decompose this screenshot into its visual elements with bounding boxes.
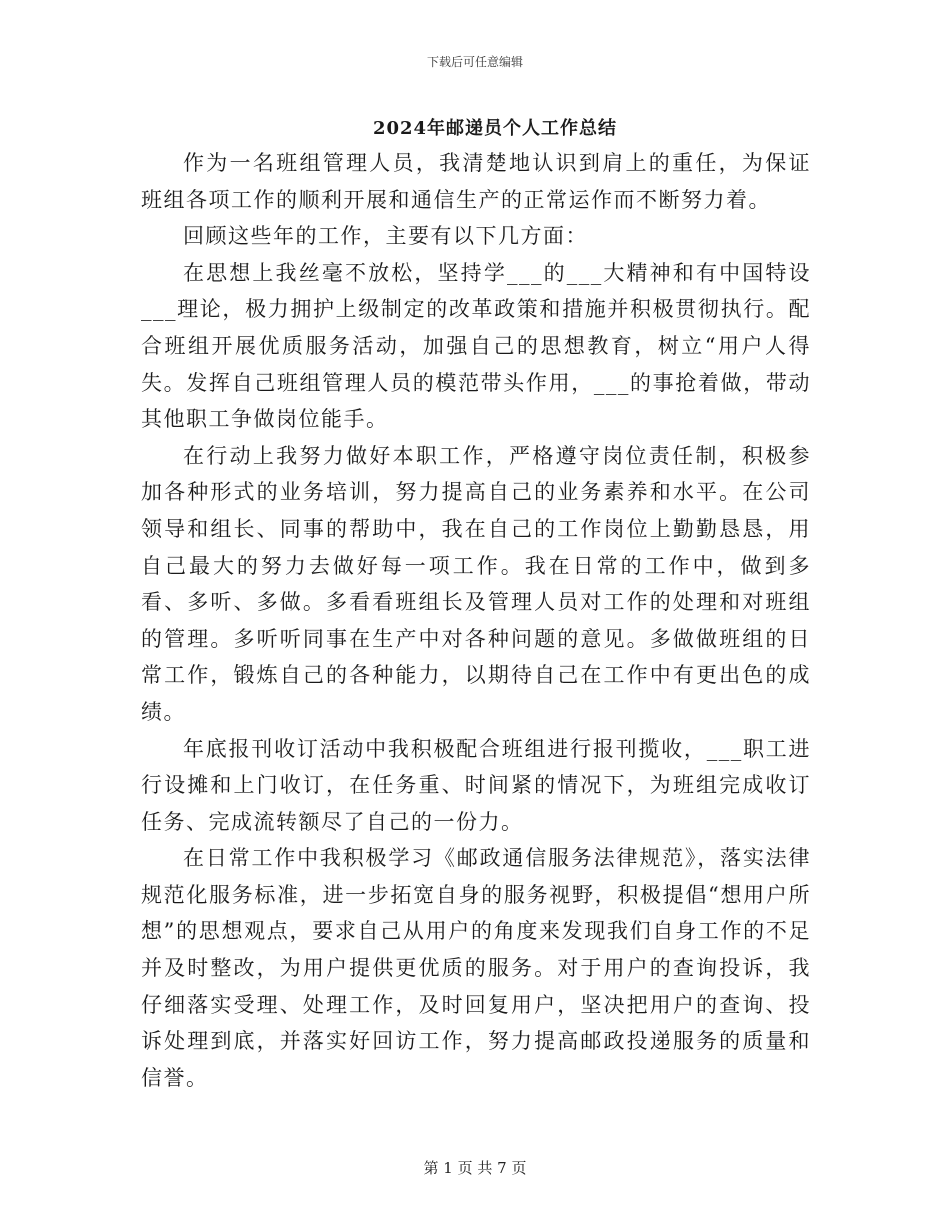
paragraph-intro: 作为一名班组管理人员，我清楚地认识到肩上的重任，为保证班组各项工作的顺利开展和通信生产的正常运作而不断努力着。 — [141, 151, 811, 212]
header-note: 下载后可任意编辑 — [426, 55, 523, 69]
paragraph-subscription: 年底报刊收订活动中我积极配合班组进行报刊揽收，___职工进行设摊和上门收订，在任务重、时间紧的情况下，为班组完成收订任务、完成流转额尽了自己的一份力。 — [141, 736, 811, 834]
paragraph-review: 回顾这些年的工作，主要有以下几方面： — [183, 224, 588, 249]
document-body — [141, 145, 811, 1096]
paragraph-thought: 在思想上我丝毫不放松，坚持学___的___大精神和有中国特设___理论，极力拥护上级制定的改革政策和措施并积极贯彻执行。配合班组开展优质服务活动，加强自己的思想教育，树立“用户人得失。发挥自己班组管理人员的模范带头作用，___的事抢着做，带动其他职工争做岗位能手。 — [141, 260, 811, 432]
paragraph-action: 在行动上我努力做好本职工作，严格遵守岗位责任制，积极参加各种形式的业务培训，努力提高自己的业务素养和水平。在公司领导和组长、同事的帮助中，我在自己的工作岗位上勤勤恳恳，用自己最大的努力去做好每一项工作。我在日常的工作中，做到多看、多听、多做。多看看班组长及管理人员对工作的处理和对班组的管理。多听听同事在生产中对各种问题的意见。多做做班组的日常工作，锻炼自己的各种能力，以期待自己在工作中有更出色的成绩。 — [141, 443, 811, 724]
document-title: 2024年邮递员个人工作总结 — [372, 118, 618, 139]
paragraph-service: 在日常工作中我积极学习《邮政通信服务法律规范》，落实法律规范化服务标准，进一步拓宽自身的服务视野，积极提倡“想用户所想”的思想观点，要求自己从用户的角度来发现我们自身工作的不足并及时整改，为用户提供更优质的服务。对于用户的查询投诉，我仔细落实受理、处理工作，及时回复用户，坚决把用户的查询、投诉处理到底，并落实好回访工作，努力提高邮政投递服务的质量和信誉。 — [141, 846, 811, 1090]
page-number: 第 1 页 共 7 页 — [423, 1159, 527, 1177]
